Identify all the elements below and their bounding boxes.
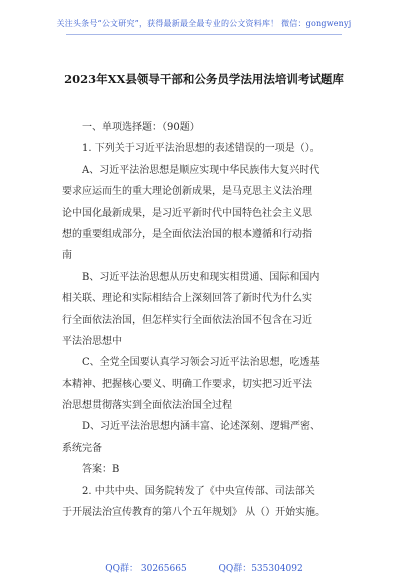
answer-line: 答案：B: [82, 464, 120, 476]
question-2-stem: 于开展法治宣传教育的第八个五年规划》 从（）开始实施。: [62, 507, 326, 519]
question-2-stem: 2. 中共中央、国务院转发了《中央宣传部、司法部关: [82, 485, 315, 497]
option-a-line: 想的重要组成部分，是全面依法治国的根本遵循和行动指: [62, 228, 312, 240]
footer-contacts: [0, 561, 408, 574]
option-b-line: 平法治思想中: [62, 335, 122, 347]
option-c-line: 治思想贯彻落实到全面依法治国全过程: [62, 400, 232, 412]
option-c-line: 本精神、把握核心要义、明确工作要求，切实把习近平法: [62, 378, 312, 390]
qq-group-2: QQ群：535304092: [218, 564, 303, 574]
option-a-line: 南: [62, 250, 72, 262]
header-banner: 关注头条号“公文研究”，获得最新最全最专业的公文资料库！ 微信：gongwenyj: [56, 19, 352, 28]
document-body: [62, 117, 352, 523]
option-b-line: B、习近平法治思想从历史和现实相贯通、国际和国内: [82, 271, 320, 283]
document-title: 2023年XX县领导干部和公务员学法用法培训考试题库: [64, 72, 344, 86]
option-d-line: D、习近平法治思想内涵丰富、论述深刻、逻辑严密、: [82, 421, 321, 433]
option-d-line: 系统完备: [62, 442, 102, 454]
section-heading: 一、单项选择题：（90题）: [82, 122, 200, 133]
header-divider: [66, 34, 342, 35]
option-b-line: 行全面依法治国，但怎样实行全面依法治国不包含在习近: [62, 314, 312, 326]
qq-group-1: QQ群： 30265665: [105, 564, 187, 574]
option-c-line: C、全党全国要认真学习领会习近平法治思想，吃透基: [82, 357, 320, 369]
question-1-stem: 1. 下列关于习近平法治思想的表述错误的一项是（）。: [82, 143, 320, 155]
option-b-line: 相关联、理论和实际相结合上深刻回答了新时代为什么实: [62, 293, 312, 305]
option-a-line: A、习近平法治思想是顺应实现中华民族伟大复兴时代: [82, 164, 320, 176]
option-a-line: 论中国化最新成果，是习近平新时代中国特色社会主义思: [62, 207, 312, 219]
option-a-line: 要求应运而生的重大理论创新成果，是马克思主义法治理: [62, 186, 312, 198]
